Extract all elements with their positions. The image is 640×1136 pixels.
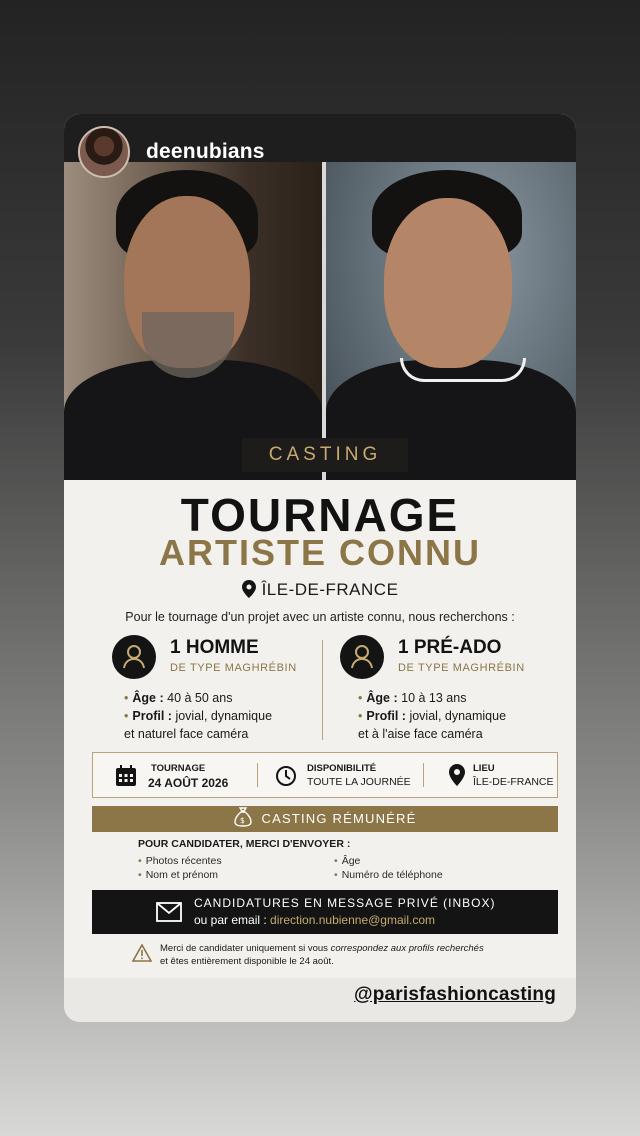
casting-tag: CASTING [242,438,408,472]
poster-location [64,580,576,600]
story-username[interactable]: deenubians [146,140,265,163]
info-bar [92,752,558,798]
money-bag-icon [234,807,252,827]
info-separator [423,763,424,787]
warning-text: Merci de candidater uniquement si vous correspondez aux profils recherchés et êtes entièrement disponible le 24 août. [160,943,484,967]
info-place: LIEU ÎLE-DE-FRANCE [429,753,559,797]
person-icon [112,635,156,679]
intro-text: Pour le tournage d'un projet avec un artiste connu, nous recherchons : [125,610,515,624]
contact-email-line: ou par email : direction.nubienne@gmail.com [194,913,435,927]
profile-avatar[interactable] [78,126,130,178]
role-subtitle: DE TYPE MAGHRÉBIN [170,662,297,674]
location-text: ÎLE-DE-FRANCE [261,580,399,599]
poster-title: TOURNAGE [180,489,460,541]
poster-content [64,480,576,978]
role-divider [322,640,323,740]
role-subtitle: DE TYPE MAGHRÉBIN [398,662,525,674]
poster-subtitle: ARTISTE CONNU [159,532,481,573]
apply-list-left: • Photos récentes • Nom et prénom [138,855,222,881]
info-availability: DISPONIBILITÉ TOUTE LA JOURNÉE [263,753,423,797]
role-title: 1 PRÉ-ADO [398,637,502,658]
apply-list-right: • Âge • Numéro de téléphone [334,855,443,881]
man-portrait-image [64,162,322,480]
person-icon [340,635,384,679]
role-details: • Âge : 40 à 50 ans • Profil : jovial, dynamique et naturel face caméra [124,691,273,741]
info-separator [257,763,258,787]
paid-casting-banner [92,806,558,832]
svg-text:$: $ [239,816,246,825]
role-title: 1 HOMME [170,637,259,658]
info-shooting-date: TOURNAGE 24 AOÛT 2026 [93,753,253,797]
story-header [64,114,576,162]
role-details: • Âge : 10 à 13 ans • Profil : jovial, dynamique et à l'aise face caméra [358,691,507,741]
contact-banner [92,890,558,934]
story-card [64,114,576,1022]
paid-casting-text: CASTING RÉMUNÉRÉ [261,811,417,826]
warning-icon [132,944,152,962]
apply-section [138,838,518,881]
boy-portrait-image [326,162,576,480]
contact-email[interactable]: direction.nubienne@gmail.com [270,913,435,927]
calendar-icon [115,765,137,787]
apply-title: POUR CANDIDATER, MERCI D'ENVOYER : [138,838,351,850]
location-pin-icon [449,764,465,786]
poster-photos [64,162,576,480]
clock-icon [275,765,297,787]
mention-sticker[interactable]: @parisfashioncasting [353,984,556,1005]
location-pin-icon [242,580,256,598]
mail-icon [156,902,182,922]
story-footer [64,978,576,1022]
contact-dm-text: CANDIDATURES EN MESSAGE PRIVÉ (INBOX) [194,896,496,910]
